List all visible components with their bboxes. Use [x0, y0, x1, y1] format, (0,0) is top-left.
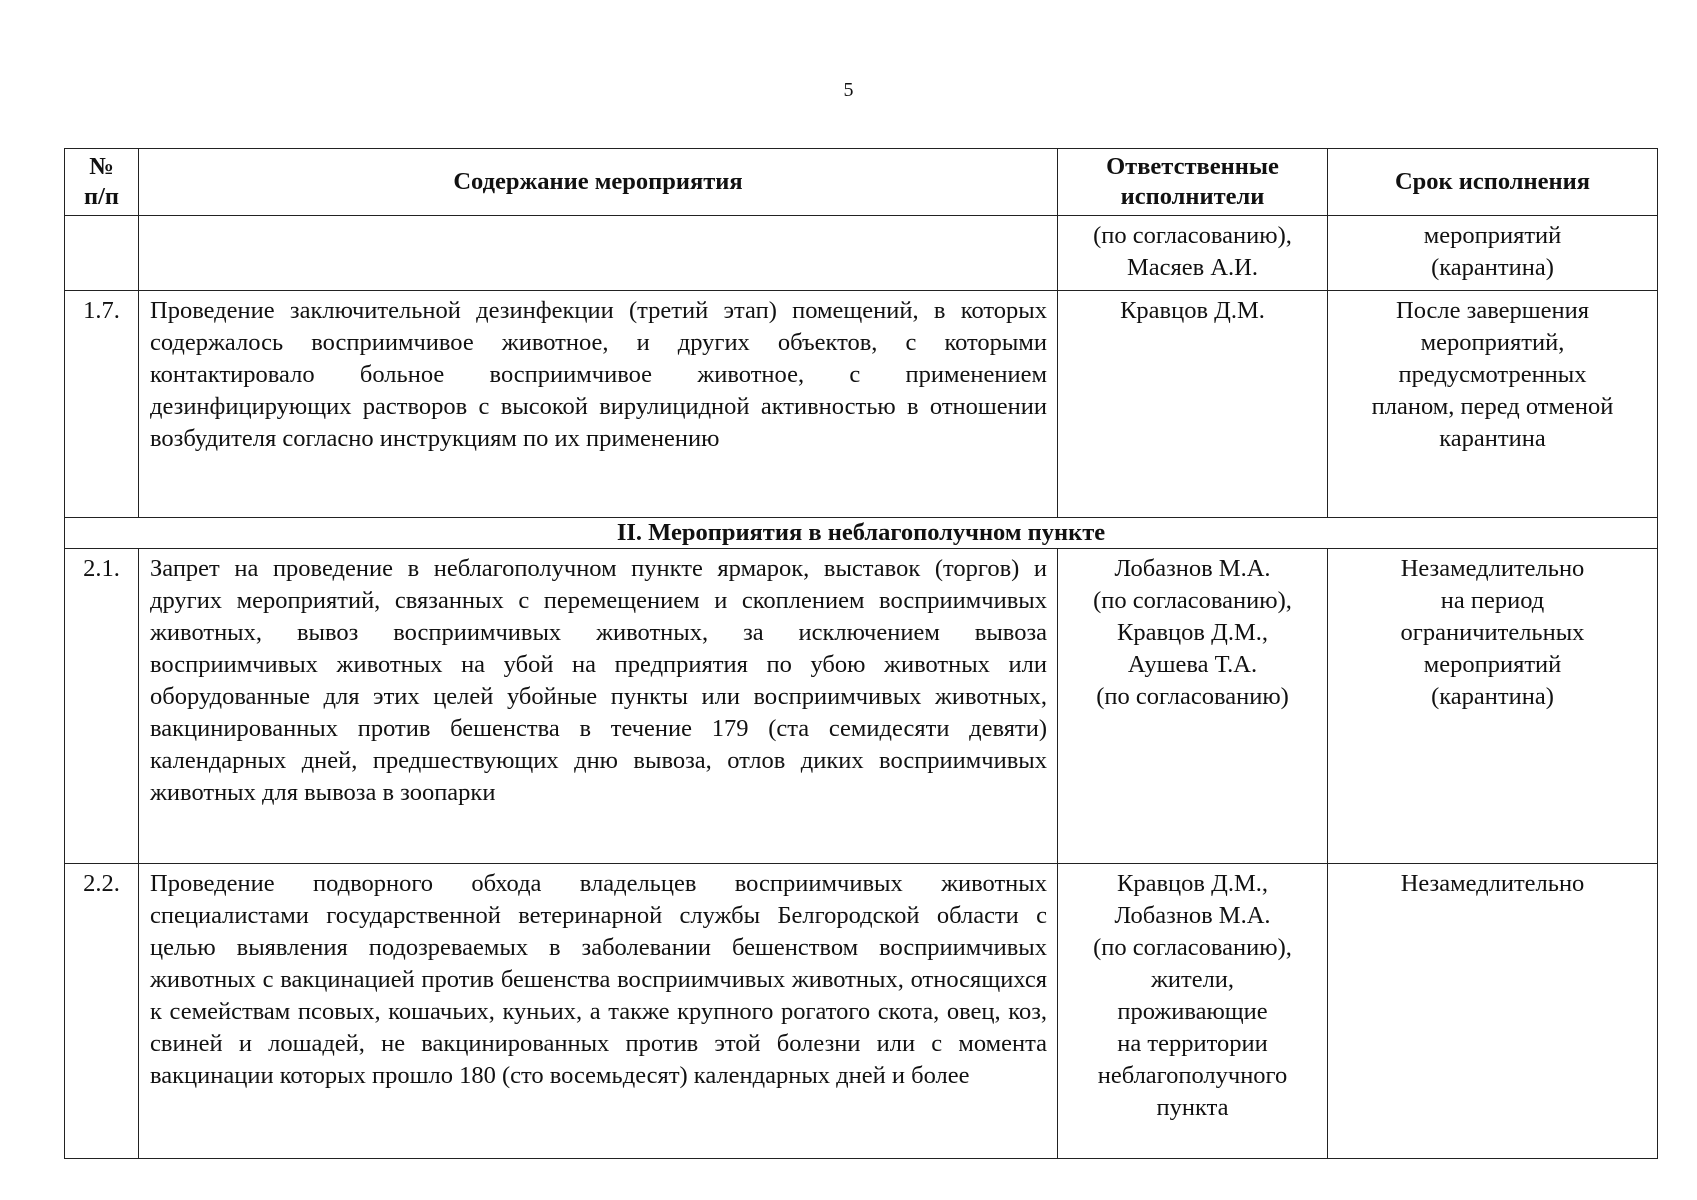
row-continuation-responsible: [1058, 216, 1328, 291]
term-line: (карантина): [1431, 683, 1554, 710]
responsible-line: Кравцов Д.М.,: [1117, 619, 1268, 646]
responsible-line: Лобазнов М.А.: [1114, 902, 1271, 929]
header-responsible-line2: исполнители: [1120, 183, 1265, 210]
row-1-7-number: 1.7.: [65, 291, 139, 518]
term-line: мероприятий,: [1420, 329, 1565, 356]
row-2-2-responsible: [1058, 864, 1328, 1159]
row-1-7-responsible: [1058, 291, 1328, 518]
term-line: (карантина): [1431, 254, 1554, 281]
header-responsible: [1058, 149, 1328, 216]
row-2-1-number: 2.1.: [65, 549, 139, 864]
responsible-line: на территории: [1117, 1030, 1268, 1057]
row-2-2-content: Проведение подворного обхода владельцев восприимчивых животных специалистами государственной ветеринарной службы Белгородской области с целью выявления подозреваемых в заболевании бешенством восприимчивых животных с вакцинацией против бешенства восприимчивых животных, относящихся к семействам псовых, кошачьих, куньих, а также крупного рогатого скота, овец, коз, свиней и лошадей, не вакцинированных против этой болезни или с момента вакцинации которых прошло 180 (сто восемьдесят) календарных дней и более: [139, 864, 1058, 1159]
row-1-7-content: Проведение заключительной дезинфекции (третий этап) помещений, в которых содержалось восприимчивое животное, и других объектов, с которыми контактировало больное восприимчивое животное, с применением дезинфицирующих растворов с высокой вирулицидной активностью в отношении возбудителя согласно инструкциям по их применению: [139, 291, 1058, 518]
row-continuation-number: [65, 216, 139, 291]
row-2-1-term: [1328, 549, 1658, 864]
term-line: мероприятий: [1423, 222, 1562, 249]
responsible-line: (по согласованию): [1096, 683, 1289, 710]
header-number-symbol: №: [89, 153, 114, 180]
term-line: После завершения: [1396, 297, 1589, 324]
responsible-line: проживающие: [1117, 998, 1268, 1025]
measures-table: [64, 148, 1658, 1159]
term-line: Незамедлительно: [1400, 555, 1585, 582]
table-row-2-2: [65, 864, 1658, 1159]
row-2-2-number: 2.2.: [65, 864, 139, 1159]
responsible-line: Масяев А.И.: [1126, 254, 1258, 281]
term-line: карантина: [1439, 425, 1546, 452]
row-continuation-term: [1328, 216, 1658, 291]
term-line: на период: [1440, 587, 1545, 614]
responsible-line: пункта: [1156, 1094, 1229, 1121]
table-header-row: [65, 149, 1658, 216]
responsible-line: Кравцов Д.М.: [1120, 297, 1265, 324]
responsible-line: (по согласованию),: [1093, 934, 1292, 961]
responsible-line: жители,: [1150, 966, 1235, 993]
header-term: Срок исполнения: [1328, 149, 1658, 216]
header-content: Содержание мероприятия: [139, 149, 1058, 216]
row-1-7-term: [1328, 291, 1658, 518]
responsible-line: Аушева Т.А.: [1127, 651, 1258, 678]
term-line: предусмотренных: [1398, 361, 1587, 388]
responsible-line: Лобазнов М.А.: [1114, 555, 1271, 582]
table-row-continuation: [65, 216, 1658, 291]
responsible-line: (по согласованию),: [1093, 587, 1292, 614]
term-line: Незамедлительно: [1400, 870, 1585, 897]
page-number: 5: [843, 79, 854, 101]
responsible-line: (по согласованию),: [1093, 222, 1292, 249]
table-row-1-7: [65, 291, 1658, 518]
term-line: ограничительных: [1400, 619, 1585, 646]
row-2-1-responsible: [1058, 549, 1328, 864]
term-line: планом, перед отменой: [1371, 393, 1614, 420]
header-number-abbrev: п/п: [83, 183, 120, 210]
table-row-2-1: [65, 549, 1658, 864]
table-row-section-2: [65, 518, 1658, 549]
row-2-1-content: Запрет на проведение в неблагополучном пункте ярмарок, выставок (торгов) и других мероприятий, связанных с перемещением и скоплением восприимчивых животных, вывоз восприимчивых животных, за исключением вывоза восприимчивых животных на убой на предприятия по убою животных или оборудованные для этих целей убойные пункты или восприимчивых животных, вакцинированных против бешенства в течение 179 (ста семидесяти девяти) календарных дней, предшествующих дню вывоза, отлов диких восприимчивых животных для вывоза в зоопарки: [139, 549, 1058, 864]
responsible-line: Кравцов Д.М.,: [1117, 870, 1268, 897]
header-responsible-line1: Ответственные: [1106, 153, 1279, 180]
row-continuation-content: [139, 216, 1058, 291]
header-number: [65, 149, 139, 216]
section-heading: II. Мероприятия в неблагополучном пункте: [65, 518, 1658, 549]
term-line: мероприятий: [1423, 651, 1562, 678]
row-2-2-term: [1328, 864, 1658, 1159]
responsible-line: неблагополучного: [1097, 1062, 1288, 1089]
